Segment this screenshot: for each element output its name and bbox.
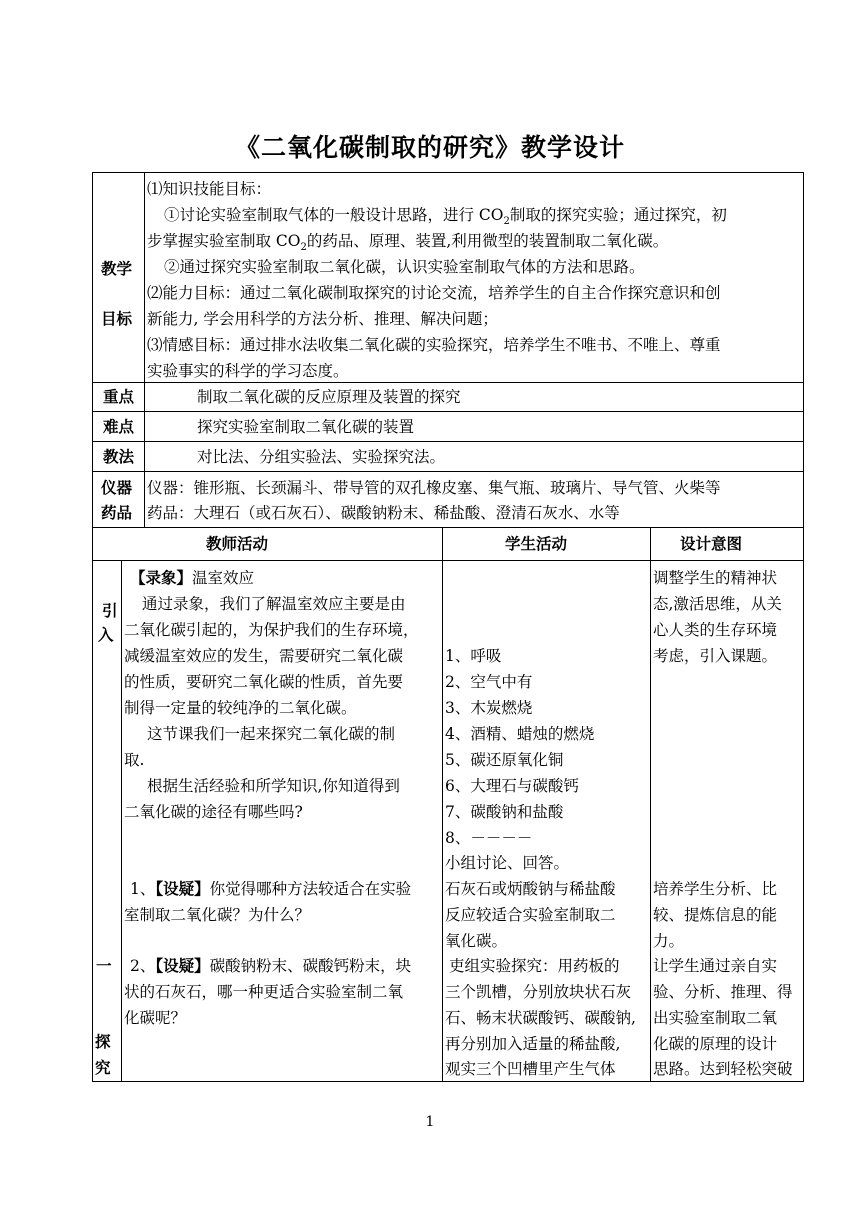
intent-line: 态,激活思维，从关 (653, 595, 782, 613)
header-student: 学生活动 (505, 534, 568, 553)
intent-line: 让学生通过亲自实 (653, 957, 778, 975)
objective-line: ⑵能力目标：通过二氧化碳制取探究的讨论交流，培养学生的自主合作探究意识和创 (147, 284, 721, 302)
teacher-line: 二氧化碳引起的，为保护我们的生存环境， (124, 621, 419, 639)
intent-line: 验、分析、推理、得 (653, 983, 793, 1001)
teacher-line: 这节课我们一起来探究二氧化碳的制 (147, 725, 396, 743)
teacher-line: 减缓温室效应的发生，需要研究二氧化碳 (124, 647, 404, 665)
page-title: 《二氧化碳制取的研究》教学设计 (234, 133, 625, 162)
side-label: 引 (102, 601, 118, 620)
student-line: 2、空气中有 (445, 673, 533, 691)
student-line: 3、木炭燃烧 (445, 699, 533, 717)
objective-line: ①讨论实验室制取气体的一般设计思路，进行 $CO_2$制取的探究实验；通过探究，初 (164, 206, 727, 228)
instruments-text: 仪器：锥形瓶、长颈漏斗、带导管的双孔橡皮塞、集气瓶、玻璃片、导气管、火柴等 (147, 479, 721, 497)
teacher-line: 通过录象，我们了解温室效应主要是由 (142, 595, 406, 613)
student-line: 7、碳酸钠和盐酸 (445, 803, 564, 821)
side-label: 一 (96, 956, 112, 975)
teacher-line: 二氧化碳的途径有哪些吗? (124, 803, 303, 821)
difficulty-label: 难点 (103, 417, 135, 436)
objective-line: ⑶情感目标：通过排水法收集二氧化碳的实验探究，培养学生不唯书、不唯上、尊重 (147, 336, 721, 354)
teacher-line: 化碳呢？ (124, 1009, 187, 1027)
teacher-line: 【录象】温室效应 (130, 568, 255, 587)
teacher-line: 的性质，要研究二氧化碳的性质，首先要 (124, 673, 404, 691)
student-line: 石灰石或炳酸钠与稀盐酸 (445, 880, 616, 898)
intent-line: 考虑，引入课题。 (653, 647, 778, 665)
student-line: 小组讨论、回答。 (445, 854, 570, 872)
objectives-label-1: 教学 (101, 259, 133, 278)
materials-label-2: 药品 (101, 503, 133, 522)
header-teacher: 教师活动 (206, 534, 269, 553)
intent-line: 思路。达到轻松突破 (653, 1060, 793, 1078)
teacher-question-2: 2、【设疑】碳酸钠粉末、碳酸钙粉末，块 (130, 956, 412, 975)
objective-line: ②通过探究实验室制取二氧化碳，认识实验室制取气体的方法和思路。 (164, 258, 645, 276)
student-line: 1、呼吸 (445, 647, 502, 665)
method-label: 教法 (103, 447, 135, 466)
intent-line: 力。 (653, 932, 685, 950)
difficulty-text: 探究实验室制取二氧化碳的装置 (197, 418, 415, 436)
student-line: 6、大理石与碳酸钙 (445, 777, 579, 795)
student-line: 4、酒精、蜡烛的燃烧 (445, 725, 595, 743)
intent-line: 培养学生分析、比 (653, 880, 778, 898)
intent-line: 心人类的生存环境 (653, 621, 778, 639)
teacher-line: 根据生活经验和所学知识,你知道得到 (147, 777, 400, 795)
header-intent: 设计意图 (680, 534, 743, 553)
student-line: 反应较适合实验室制取二 (445, 906, 616, 924)
objective-line: 新能力, 学会用科学的方法分析、推理、解决问题； (147, 310, 498, 328)
intent-line: 化碳的原理的设计 (653, 1035, 778, 1053)
objective-line: 步掌握实验室制取 $CO_2$的药品、原理、装置,利用微型的装置制取二氧化碳。 (147, 232, 669, 254)
objectives-label-2: 目标 (101, 309, 133, 328)
materials-label-1: 仪器 (101, 478, 133, 497)
page-number: 1 (425, 1114, 435, 1130)
student-line: 再分别加入适量的稀盐酸, (445, 1035, 621, 1053)
chemicals-text: 药品：大理石（或石灰石）、碳酸钠粉末、稀盐酸、澄清石灰水、水等 (147, 504, 620, 522)
method-text: 对比法、分组实验法、实验探究法。 (197, 448, 446, 466)
side-label: 入 (98, 625, 114, 644)
student-line: 吏组实验探究：用药板的 (449, 957, 620, 975)
side-label: 探 (95, 1032, 111, 1051)
objective-line: 实验事实的科学的学习态度。 (147, 362, 349, 380)
student-line: 三个凯槽，分别放块状石灰 (445, 983, 632, 1001)
key-point-label: 重点 (103, 387, 135, 406)
teacher-line: 状的石灰石，哪一种更适合实验室制二氧 (124, 983, 404, 1001)
teacher-question-1: 1、【设疑】你觉得哪种方法较适合在实验 (130, 879, 412, 898)
side-label: 究 (95, 1058, 111, 1077)
student-line: 石、畅末状碳酸钙、碳酸钠, (445, 1009, 636, 1027)
student-line: 氧化碳。 (445, 932, 508, 950)
teacher-line: 制得一定量的较纯净的二氧化碳。 (124, 699, 357, 717)
teacher-line: 室制取二氧化碳？为什么？ (124, 906, 311, 924)
key-point-text: 制取二氧化碳的反应原理及装置的探究 (197, 388, 461, 406)
intent-line: 调整学生的精神状 (653, 569, 778, 587)
student-line: 观实三个凹槽里产生气体 (445, 1060, 616, 1078)
student-line: 5、碳还原氧化铜 (445, 751, 564, 769)
intent-line: 较、提炼信息的能 (653, 906, 778, 924)
student-line: 8、－－－－ (445, 829, 533, 847)
intent-line: 出实验室制取二氧 (653, 1009, 778, 1027)
objective-line: ⑴知识技能目标： (147, 180, 272, 198)
teacher-line: 取. (124, 751, 145, 769)
